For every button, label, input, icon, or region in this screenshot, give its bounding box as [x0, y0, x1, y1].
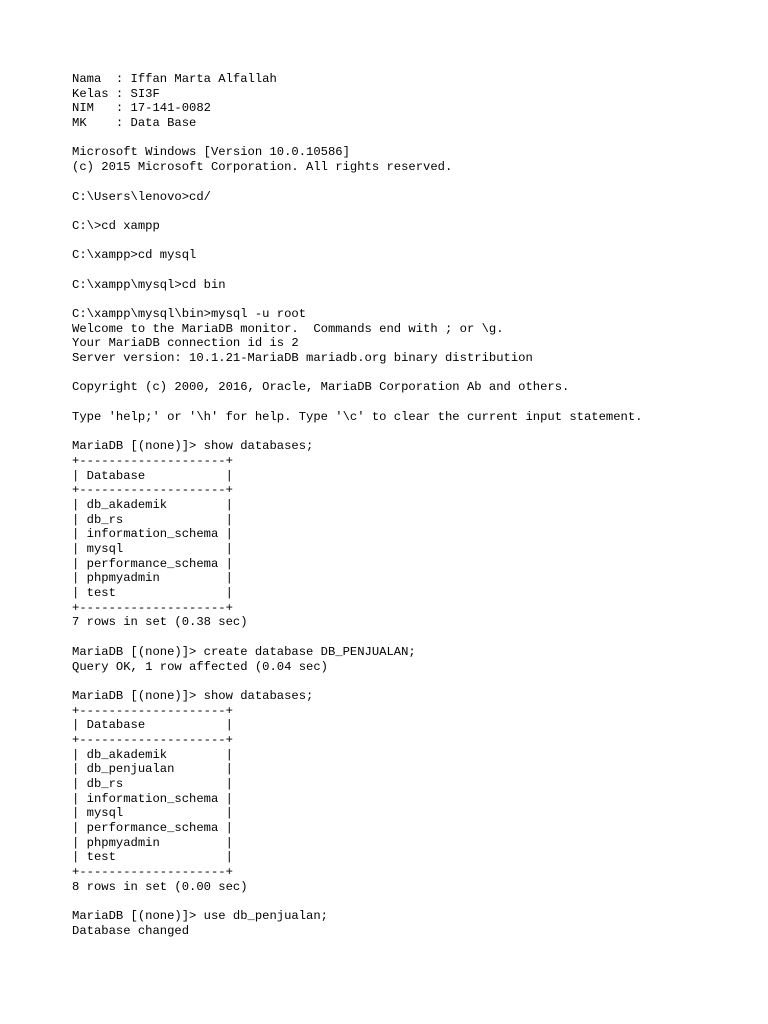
blank-line — [72, 292, 752, 307]
text-line: Query OK, 1 row affected (0.04 sec) — [72, 659, 328, 674]
text-line: Database changed — [72, 923, 190, 938]
console-transcript — [72, 72, 752, 939]
text-line: | Database | — [72, 468, 233, 483]
text-line: | db_akademik | — [72, 747, 233, 762]
text-line: Server version: 10.1.21-MariaDB mariadb.org binary distribution — [72, 351, 533, 366]
blank-line — [72, 263, 752, 278]
text-line: | test | — [72, 586, 233, 601]
text-line: | performance_schema | — [72, 556, 233, 571]
text-line: | db_penjualan | — [72, 762, 233, 777]
text-line: | Database | — [72, 718, 233, 733]
text-line: MariaDB [(none)]> use db_penjualan; — [72, 909, 328, 924]
blank-line — [72, 204, 752, 219]
text-line: +--------------------+ — [72, 732, 233, 747]
text-line: C:\xampp\mysql\bin>mysql -u root — [72, 307, 307, 321]
text-line: MariaDB [(none)]> create database DB_PENJUALAN; — [72, 644, 416, 659]
text-line: Welcome to the MariaDB monitor. Commands end with ; or \g. — [72, 321, 504, 336]
text-line: | db_rs | — [72, 512, 233, 527]
text-line: C:\Users\lenovo>cd/ — [72, 189, 211, 204]
text-line: +--------------------+ — [72, 703, 233, 718]
text-line: 8 rows in set (0.00 sec) — [72, 879, 248, 894]
text-line: C:\xampp\mysql>cd bin — [72, 277, 226, 292]
text-line: | db_akademik | — [72, 497, 233, 512]
text-line: +--------------------+ — [72, 600, 233, 615]
text-line: | db_rs | — [72, 777, 233, 791]
blank-line — [72, 131, 752, 146]
text-line: | information_schema | — [72, 791, 233, 806]
text-line: +--------------------+ — [72, 453, 233, 468]
text-line: | mysql | — [72, 806, 233, 821]
text-line: | test | — [72, 850, 233, 865]
blank-line — [72, 366, 752, 381]
blank-line — [72, 674, 752, 689]
text-line: | phpmyadmin | — [72, 571, 233, 586]
text-line: MK : Data Base — [72, 116, 197, 131]
blank-line — [72, 425, 752, 440]
text-line: C:\>cd xampp — [72, 218, 160, 233]
text-line: | information_schema | — [72, 527, 233, 542]
text-line: MariaDB [(none)]> show databases; — [72, 688, 314, 703]
document-page — [72, 72, 752, 939]
blank-line — [72, 630, 752, 645]
text-line: C:\xampp>cd mysql — [72, 248, 197, 263]
text-line: MariaDB [(none)]> show databases; — [72, 439, 314, 454]
text-line: 7 rows in set (0.38 sec) — [72, 615, 248, 630]
text-line: | performance_schema | — [72, 821, 233, 836]
text-line: Type 'help;' or '\h' for help. Type '\c' to clear the current input statement. — [72, 409, 643, 424]
blank-line — [72, 234, 752, 249]
text-line: Copyright (c) 2000, 2016, Oracle, MariaDB Corporation Ab and others. — [72, 380, 570, 395]
text-line: | phpmyadmin | — [72, 835, 233, 850]
text-line: +--------------------+ — [72, 865, 233, 880]
text-line: Microsoft Windows [Version 10.0.10586] — [72, 145, 350, 160]
text-line: | mysql | — [72, 542, 233, 556]
text-line: Kelas : SI3F — [72, 86, 160, 101]
text-line: +--------------------+ — [72, 483, 233, 498]
text-line: (c) 2015 Microsoft Corporation. All rights reserved. — [72, 160, 453, 175]
blank-line — [72, 175, 752, 190]
text-line: Your MariaDB connection id is 2 — [72, 336, 299, 351]
text-line: NIM : 17-141-0082 — [72, 101, 211, 116]
text-line: Nama : Iffan Marta Alfallah — [72, 72, 277, 86]
blank-line — [72, 895, 752, 910]
blank-line — [72, 395, 752, 410]
